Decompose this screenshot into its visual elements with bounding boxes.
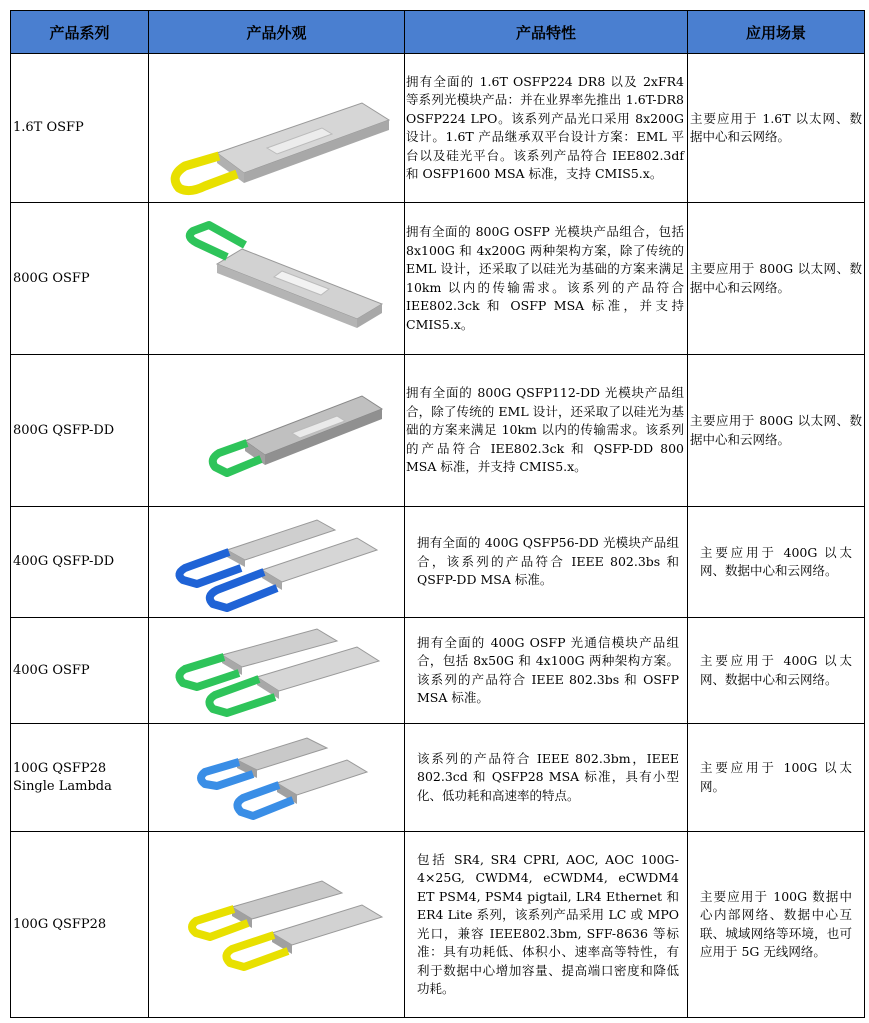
product-table [10, 10, 865, 1018]
dual-transceiver-green-pull-tab-icon [167, 621, 387, 721]
header-application: 应用场景 [688, 11, 865, 54]
product-image-cell [149, 507, 405, 618]
product-features: 拥有全面的 400G OSFP 光通信模块产品组合，包括 8x50G 和 4x100G 两种架构方案。该系列的产品符合 IEEE 802.3bs 和 OSFP MSA 标准。 [405, 618, 688, 724]
table-row [11, 618, 865, 724]
dual-transceiver-blue-pull-tab-icon [167, 512, 387, 612]
table-row [11, 203, 865, 355]
header-series: 产品系列 [11, 11, 149, 54]
product-name: 800G QSFP-DD [11, 355, 149, 507]
product-features: 包括 SR4, SR4 CPRI, AOC, AOC 100G-4×25G, CWDM4, eCWDM4, eCWDM4 ET PSM4, PSM4 pigtail, LR4 Ethernet 和 ER4 Lite 系列，该系列产品采用 LC 或 MPO 光口，兼容 IEEE802.3bm, SFF-8636 等标准：具有功耗低、体积小、速率高等特性，有利于数据中心增加容量、提高端口密度和降低功耗。 [405, 832, 688, 1018]
product-features: 该系列的产品符合 IEEE 802.3bm，IEEE 802.3cd 和 QSFP28 MSA 标准，具有小型化、低功耗和高速率的特点。 [405, 724, 688, 832]
header-features: 产品特性 [405, 11, 688, 54]
product-application: 主要应用于 100G 数据中心内部网络、数据中心互联、城域网络等环境，也可应用于 5G 无线网络。 [688, 832, 865, 1018]
transceiver-green-pull-tab-icon [157, 209, 397, 349]
transceiver-green-pull-tab-icon [157, 361, 397, 501]
product-name: 400G OSFP [11, 618, 149, 724]
product-image-cell [149, 54, 405, 203]
product-image-cell [149, 618, 405, 724]
table-row [11, 724, 865, 832]
dual-transceiver-blue-pull-tab-icon [167, 728, 387, 828]
product-features: 拥有全面的 800G OSFP 光模块产品组合，包括 8x100G 和 4x200G 两种架构方案，除了传统的 EML 设计，还采取了以硅光为基础的方案来满足 10km 以内的传输需求。该系列的产品符合 IEE802.3ck 和 OSFP MSA 标准，并支持 CMIS5.x。 [405, 203, 688, 355]
product-application: 主要应用于 100G 以太网。 [688, 724, 865, 832]
table-row [11, 507, 865, 618]
product-features: 拥有全面的 400G QSFP56-DD 光模块产品组合，该系列的产品符合 IEEE 802.3bs 和 QSFP-DD MSA 标准。 [405, 507, 688, 618]
product-features: 拥有全面的 1.6T OSFP224 DR8 以及 2xFR4 等系列光模块产品：并在业界率先推出 1.6T-DR8 OSFP224 LPO。该系列产品光口采用 8x200G 设计。1.6T 产品继承双平台设计方案：EML 平台以及硅光平台。该系列产品符合 IEE802.3df 和 OSFP1600 MSA 标准，支持 CMIS5.x。 [405, 54, 688, 203]
product-features: 拥有全面的 800G QSFP112-DD 光模块产品组合，除了传统的 EML 设计，还采取了以硅光为基础的方案来满足 10km 以内的传输需求。该系列的产品符合 IEE802.3ck 和 QSFP-DD 800 MSA 标准，并支持 CMIS5.x。 [405, 355, 688, 507]
header-row [11, 11, 865, 54]
product-application: 主要应用于 400G 以太网、数据中心和云网络。 [688, 507, 865, 618]
product-application: 主要应用于 800G 以太网、数据中心和云网络。 [688, 355, 865, 507]
product-application: 主要应用于 1.6T 以太网、数据中心和云网络。 [688, 54, 865, 203]
product-name: 1.6T OSFP [11, 54, 149, 203]
product-name: 800G OSFP [11, 203, 149, 355]
product-name: 100G QSFP28 Single Lambda [11, 724, 149, 832]
table-row [11, 355, 865, 507]
transceiver-yellow-pull-tab-icon [157, 58, 397, 198]
product-name: 400G QSFP-DD [11, 507, 149, 618]
header-appearance: 产品外观 [149, 11, 405, 54]
product-application: 主要应用于 800G 以太网、数据中心和云网络。 [688, 203, 865, 355]
product-image-cell [149, 355, 405, 507]
product-name: 100G QSFP28 [11, 832, 149, 1018]
product-image-cell [149, 724, 405, 832]
table-row [11, 54, 865, 203]
table-row [11, 832, 865, 1018]
dual-transceiver-yellow-pull-tab-icon [162, 865, 392, 985]
product-application: 主要应用于 400G 以太网、数据中心和云网络。 [688, 618, 865, 724]
product-image-cell [149, 203, 405, 355]
product-image-cell [149, 832, 405, 1018]
